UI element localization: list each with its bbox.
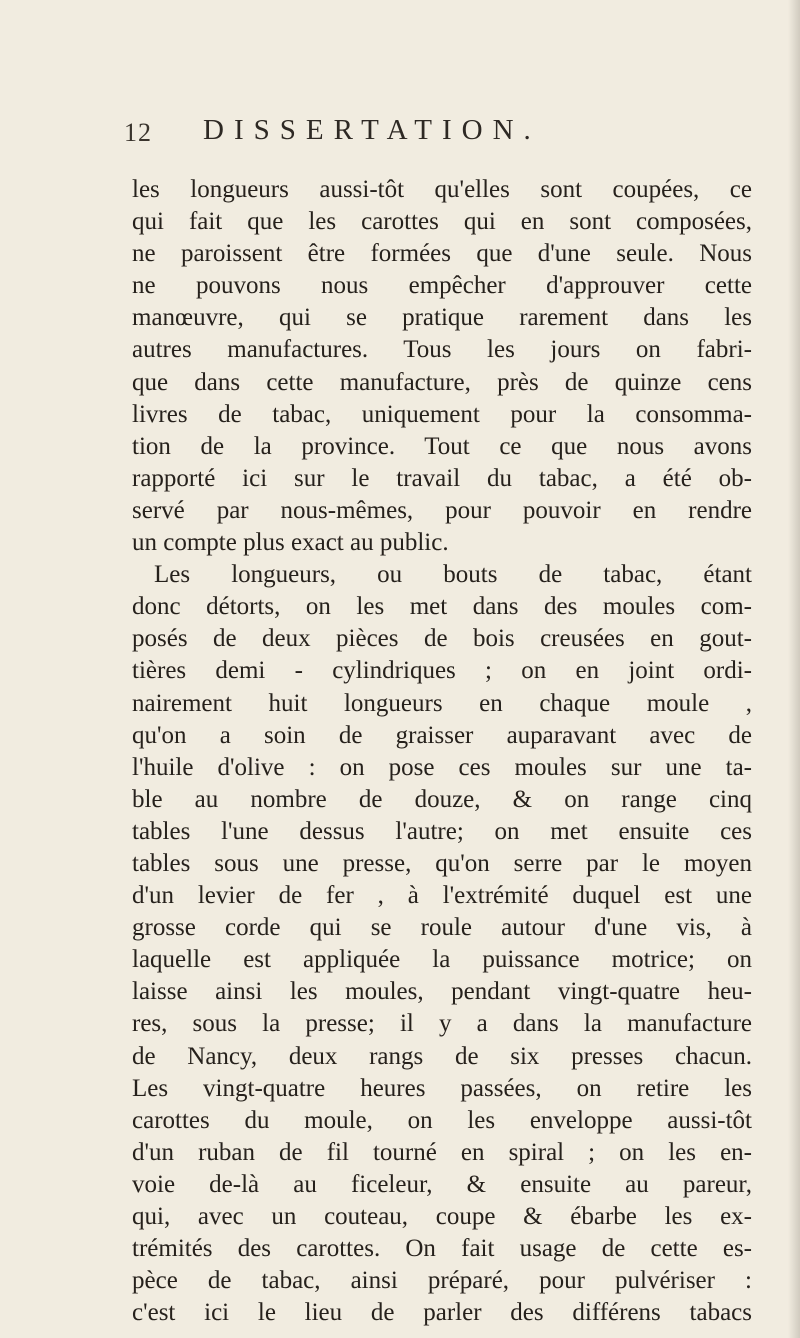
text-line: d'un ruban de fil tourné en spiral ; on les en- [132, 1138, 752, 1166]
text-line: qui fait que les carottes qui en sont composées, [132, 208, 752, 236]
page-number: 12 [124, 118, 152, 147]
text-line: res, sous la presse; il y a dans la manufacture [132, 1010, 752, 1038]
text-line: manœuvre, qui se pratique rarement dans les [132, 304, 752, 332]
text-line: Les vingt-quatre heures passées, on retire les [132, 1074, 752, 1102]
page-edge-shadow [788, 0, 800, 1338]
text-line: posés de deux pièces de bois creusées en gout- [132, 625, 752, 653]
text-line: que dans cette manufacture, près de quinze cens [132, 368, 752, 396]
text-line: autres manufactures. Tous les jours on fabri- [132, 336, 752, 364]
text-line: voie de-là au ficeleur, & ensuite au pareur, [132, 1170, 752, 1198]
text-line: laisse ainsi les moules, pendant vingt-quatre heu- [132, 978, 752, 1006]
text-line: tion de la province. Tout ce que nous avons [132, 432, 752, 460]
text-line: donc détorts, on les met dans des moules com- [132, 593, 752, 621]
text-line: nairement huit longueurs en chaque moule , [132, 689, 752, 717]
text-line: rapporté ici sur le travail du tabac, a été ob- [132, 464, 752, 492]
text-line: de Nancy, deux rangs de six presses chacun. [132, 1042, 752, 1070]
text-line: Les longueurs, ou bouts de tabac, étant [154, 561, 752, 589]
text-line: d'un levier de fer , à l'extrémité duquel est une [132, 882, 752, 910]
text-line: pèce de tabac, ainsi préparé, pour pulvériser : [132, 1267, 752, 1295]
text-line: grosse corde qui se roule autour d'une vis, à [132, 914, 752, 942]
text-line: tables sous une presse, qu'on serre par le moyen [132, 849, 752, 877]
text-line: livres de tabac, uniquement pour la consomma- [132, 400, 752, 428]
text-line: ble au nombre de douze, & on range cinq [132, 785, 752, 813]
text-line: carottes du moule, on les enveloppe aussi-tôt [132, 1106, 752, 1134]
text-line: tables l'une dessus l'autre; on met ensuite ces [132, 817, 752, 845]
text-line: l'huile d'olive : on pose ces moules sur une ta- [132, 753, 752, 781]
text-line: laquelle est appliquée la puissance motrice; on [132, 946, 752, 974]
text-line: qu'on a soin de graisser auparavant avec de [132, 721, 752, 749]
running-title: DISSERTATION. [203, 114, 541, 146]
text-line: les longueurs aussi-tôt qu'elles sont coupées, ce [132, 176, 752, 203]
text-line: ne pouvons nous empêcher d'approuver cette [132, 272, 752, 300]
text-line: c'est ici le lieu de parler des différens tabacs [132, 1299, 752, 1327]
text-line: servé par nous-mêmes, pour pouvoir en rendre [132, 496, 752, 524]
text-line: qui, avec un couteau, coupe & ébarbe les ex- [132, 1203, 752, 1230]
text-line: ne paroissent être formées que d'une seule. Nous [132, 240, 752, 268]
text-line: trémités des carottes. On fait usage de cette es- [132, 1235, 752, 1263]
body-text [132, 174, 752, 1329]
text-line: tières demi - cylindriques ; on en joint ordi- [132, 657, 752, 685]
text-line: un compte plus exact au public. [132, 529, 449, 557]
